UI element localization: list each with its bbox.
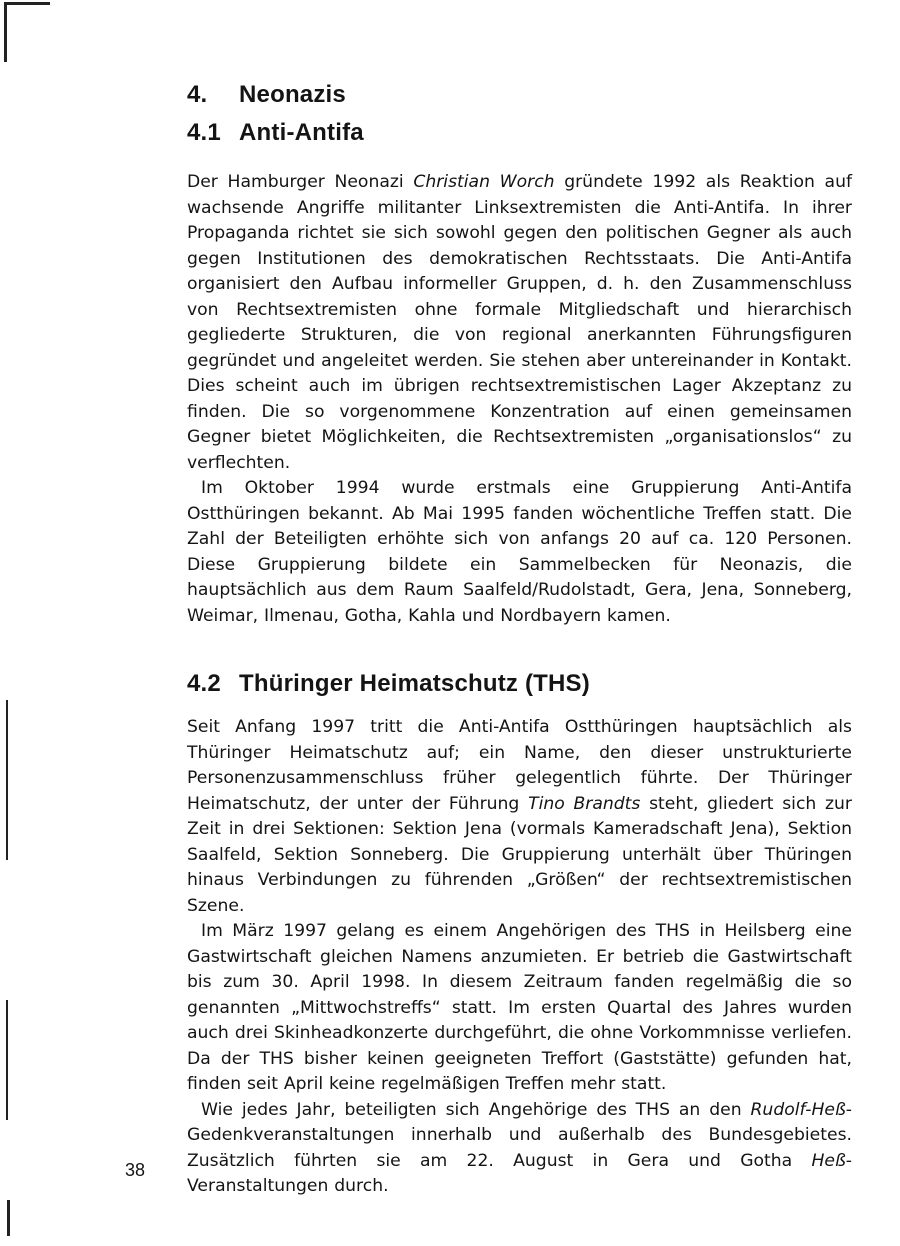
event-name: Rudolf-Heß [750, 1099, 846, 1120]
paragraph-ths-2: Im März 1997 gelang es einem Angehörigen des THS in Heilsberg eine Gastwirtschaft gleichen Namens anzumieten. Er betrieb die Gastwirtschaft bis zum 30. April 1998. In diesem Zeitraum fanden regelmäßig die so genannten „Mittwochstreffs“ statt. Im ersten Quartal des Jahres wurden auch drei Skinheadkonzerte durchgeführt, die ohne Vorkommnisse verliefen. Da der THS bisher keinen geeigneten Treffort (Gaststätte) gefunden hat, finden seit April keine regelmäßigen Treffen mehr statt. [187, 921, 852, 1094]
paragraph-anti-antifa-1: Der Hamburger Neonazi Christian Worch gründete 1992 als Reaktion auf wachsende Angriffe militanter Linksextremisten die Anti-Antifa. In ihrer Propaganda richtet sie sich sowohl gegen den politischen Gegner als auch gegen Institutionen des demokratischen Rechtsstaats. Die Anti-Antifa organisiert den Aufbau informeller Gruppen, d. h. den Zusammenschluss von Rechtsextremisten ohne formale Mitgliedschaft und hierarchisch gegliederte Strukturen, die von regional anerkannten Führungsfiguren gegründet und angeleitet werden. Sie stehen aber untereinander in Kontakt. Dies scheint auch im übrigen rechtsextremistischen Lager Akzeptanz zu finden. Die so vorgenommene Konzentration auf einen gemeinsamen Gegner bietet Möglichkeiten, die Rechtsextremisten „organisationslos“ zu verflechten. [187, 172, 853, 473]
section-heading-4-2 [187, 667, 852, 701]
paragraph-ths-1: Seit Anfang 1997 tritt die Anti-Antifa Ostthüringen hauptsächlich als Thüringer Heimatschutz auf; ein Name, den dieser unstrukturierte Personenzusammenschluss früher gelegentlich führte. Der Thüringer Heimatschutz, der unter der Führung Tino Brandts steht, gliedert sich zur Zeit in drei Sektionen: Sektion Jena (vormals Kameradschaft Jena), Sektion Saalfeld, Sektion Sonneberg. Die Gruppierung unterhält über Thüringen hinaus Verbindungen zu führenden „Größen“ der rechtsextremistischen Szene. [187, 717, 852, 916]
scan-edge-bottom [7, 1200, 10, 1236]
section-title: Neonazis [239, 81, 346, 108]
scan-edge-low [6, 1000, 8, 1120]
section-heading-4-1 [187, 116, 852, 150]
scan-edge-top-bar [4, 2, 50, 5]
section-number: 4.1 [187, 119, 221, 146]
scan-edge-mid [6, 700, 8, 860]
person-name: Tino Brandts [528, 793, 641, 814]
section-title: Anti-Antifa [239, 119, 364, 146]
section-title: Thüringer Heimatschutz (THS) [239, 670, 590, 697]
person-name: Christian Worch [413, 172, 555, 192]
scan-edge-top [4, 2, 7, 62]
page-number: 38 [125, 1160, 146, 1180]
section-number: 4.2 [187, 670, 221, 697]
page-content [187, 78, 852, 1200]
section-heading-4 [187, 78, 852, 112]
paragraph-ths-3: Wie jedes Jahr, beteiligten sich Angehörige des THS an den Rudolf-Heß-Gedenkveranstaltungen innerhalb und außerhalb des Bundesgebietes. Zusätzlich führten sie am 22. August in Gera und Gotha Heß-Veranstaltungen durch. [187, 1099, 852, 1196]
paragraph-anti-antifa-2: Im Oktober 1994 wurde erstmals eine Gruppierung Anti-Antifa Ostthüringen bekannt. Ab Mai 1995 fanden wöchentliche Treffen statt. Die Zahl der Beteiligten erhöhte sich von anfangs 20 auf ca. 120 Personen. Diese Gruppierung bildete ein Sammelbecken für Neonazis, die hauptsächlich aus dem Raum Saalfeld/Rudolstadt, Gera, Jena, Sonneberg, Weimar, Ilmenau, Gotha, Kahla und Nordbayern kamen. [187, 478, 852, 626]
section-number: 4. [187, 81, 208, 108]
event-name: Heß [811, 1150, 846, 1171]
